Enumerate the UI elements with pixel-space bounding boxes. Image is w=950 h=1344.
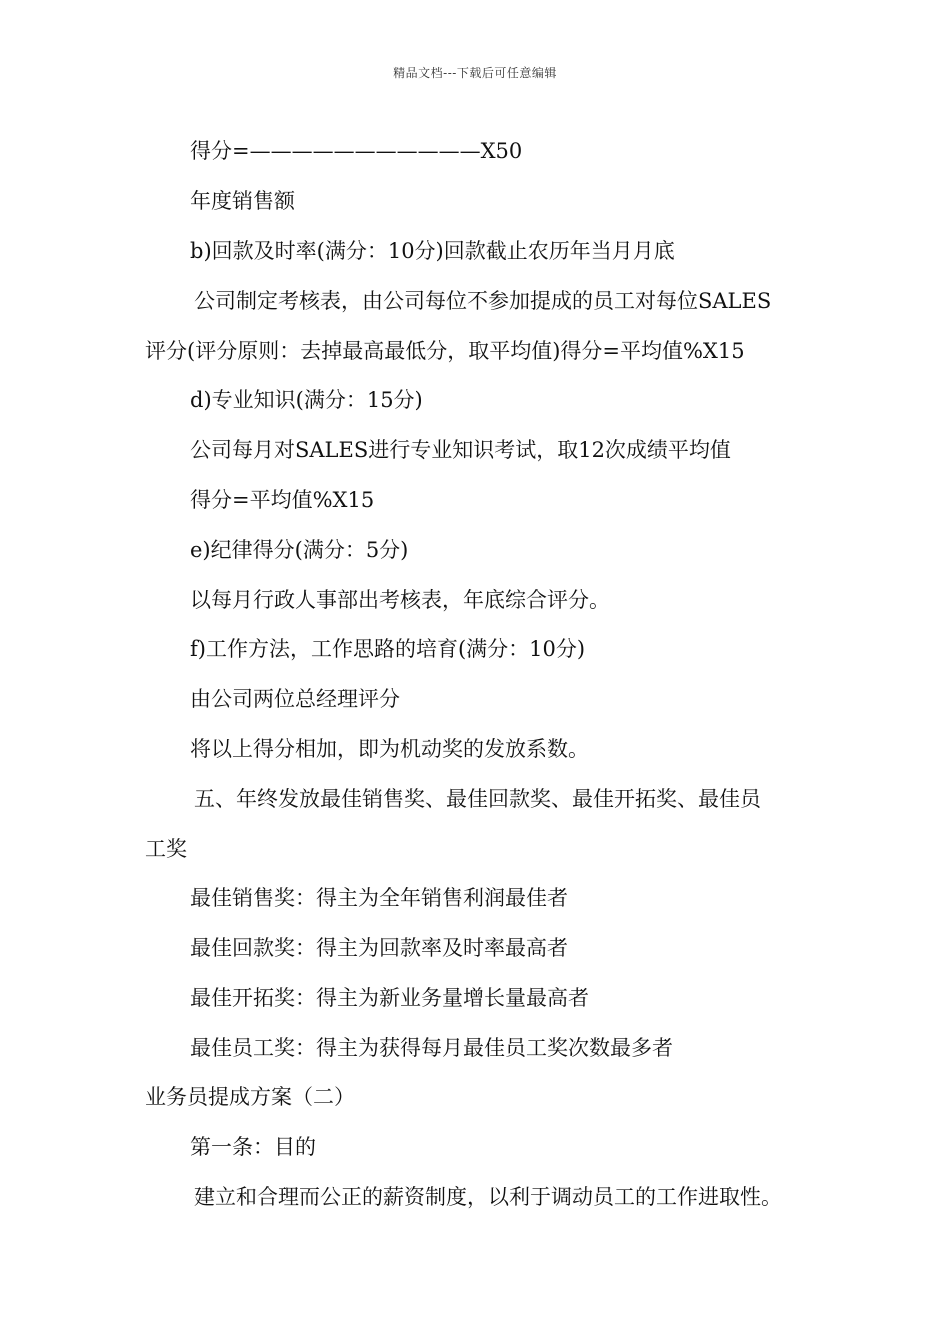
text-line: 公司制定考核表，由公司每位不参加提成的员工对每位SALES	[194, 289, 772, 313]
text-line: 最佳员工奖：得主为获得每月最佳员工奖次数最多者	[190, 1036, 673, 1060]
text-line: f)工作方法，工作思路的培育(满分：10分)	[190, 637, 586, 661]
text-line: 最佳回款奖：得主为回款率及时率最高者	[190, 936, 568, 960]
text-line: d)专业知识(满分：15分)	[190, 388, 423, 412]
text-line: 年度销售额	[190, 189, 295, 213]
text-line: 将以上得分相加，即为机动奖的发放系数。	[190, 737, 589, 761]
text-line: 公司每月对SALES进行专业知识考试，取12次成绩平均值	[190, 438, 731, 462]
text-line: 建立和合理而公正的薪资制度，以利于调动员工的工作进取性。	[194, 1185, 782, 1209]
text-line: b)回款及时率(满分：10分)回款截止农历年当月月底	[190, 239, 675, 263]
section-heading: 五、年终发放最佳销售奖、最佳回款奖、最佳开拓奖、最佳员	[194, 787, 761, 811]
text-line: 得分=平均值%X15	[190, 488, 375, 512]
text-line: 得分=———————————X50	[190, 139, 523, 163]
text-line: 最佳销售奖：得主为全年销售利润最佳者	[190, 886, 568, 910]
text-line: 由公司两位总经理评分	[190, 687, 400, 711]
text-line: 第一条：目的	[190, 1135, 316, 1159]
document-title: 业务员提成方案（二）	[145, 1085, 355, 1109]
text-line: 最佳开拓奖：得主为新业务量增长量最高者	[190, 986, 589, 1010]
page-header: 精品文档---下载后可任意编辑	[393, 66, 557, 80]
text-line: 评分(评分原则：去掉最高最低分，取平均值)得分=平均值%X15	[145, 339, 745, 363]
text-line: 工奖	[145, 837, 187, 861]
text-line: 以每月行政人事部出考核表，年底综合评分。	[190, 588, 610, 612]
text-line: e)纪律得分(满分：5分)	[190, 538, 409, 562]
